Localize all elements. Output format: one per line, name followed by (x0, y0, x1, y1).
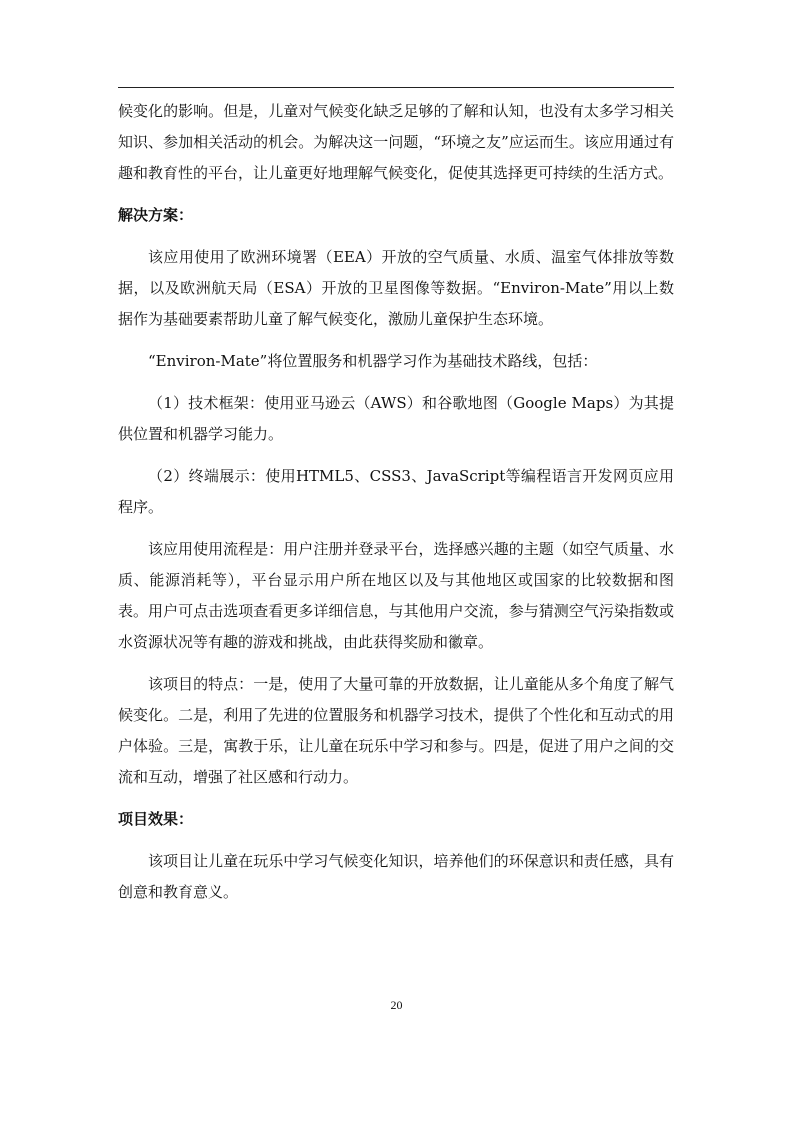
body-text (118, 96, 674, 908)
section-heading-solution: 解决方案： (118, 206, 194, 224)
paragraph-tech-framework: （1）技术框架：使用亚马逊云（AWS）和谷歌地图（Google Maps）为其提供位置和机器学习能力。 (118, 394, 674, 443)
paragraph-tech-route: “Environ-Mate”将位置服务和机器学习作为基础技术路线，包括： (148, 352, 598, 370)
paragraph-data-sources: 该应用使用了欧洲环境署（EEA）开放的空气质量、水质、温室气体排放等数据，以及欧洲航天局（ESA）开放的卫星图像等数据。“Environ-Mate”用以上数据作为基础要素帮助儿童了解气候变化，激励儿童保护生态环境。 (118, 248, 674, 328)
paragraph-features: 该项目的特点：一是，使用了大量可靠的开放数据，让儿童能从多个角度了解气候变化。二是，利用了先进的位置服务和机器学习技术，提供了个性化和互动式的用户体验。三是，寓教于乐，让儿童在玩乐中学习和参与。四是，促进了用户之间的交流和互动，增强了社区感和行动力。 (118, 675, 674, 786)
paragraph-usage-flow: 该应用使用流程是：用户注册并登录平台，选择感兴趣的主题（如空气质量、水质、能源消耗等），平台显示用户所在地区以及与其他地区或国家的比较数据和图表。用户可点击选项查看更多详细信息，与其他用户交流，参与猜测空气污染指数或水资源状况等有趣的游戏和挑战，由此获得奖励和徽章。 (118, 540, 674, 651)
section-heading-effect: 项目效果： (118, 810, 194, 828)
paragraph-terminal-display: （2）终端展示：使用HTML5、CSS3、JavaScript等编程语言开发网页应用程序。 (118, 467, 674, 516)
paragraph-effect: 该项目让儿童在玩乐中学习气候变化知识，培养他们的环保意识和责任感，具有创意和教育意义。 (118, 852, 674, 901)
page-number: 20 (390, 998, 403, 1012)
paragraph-intro-continued: 候变化的影响。但是，儿童对气候变化缺乏足够的了解和认知，也没有太多学习相关知识、参加相关活动的机会。为解决这一问题，“环境之友”应运而生。该应用通过有趣和教育性的平台，让儿童更好地理解气候变化，促使其选择更可持续的生活方式。 (118, 102, 674, 182)
header-rule (118, 87, 674, 88)
